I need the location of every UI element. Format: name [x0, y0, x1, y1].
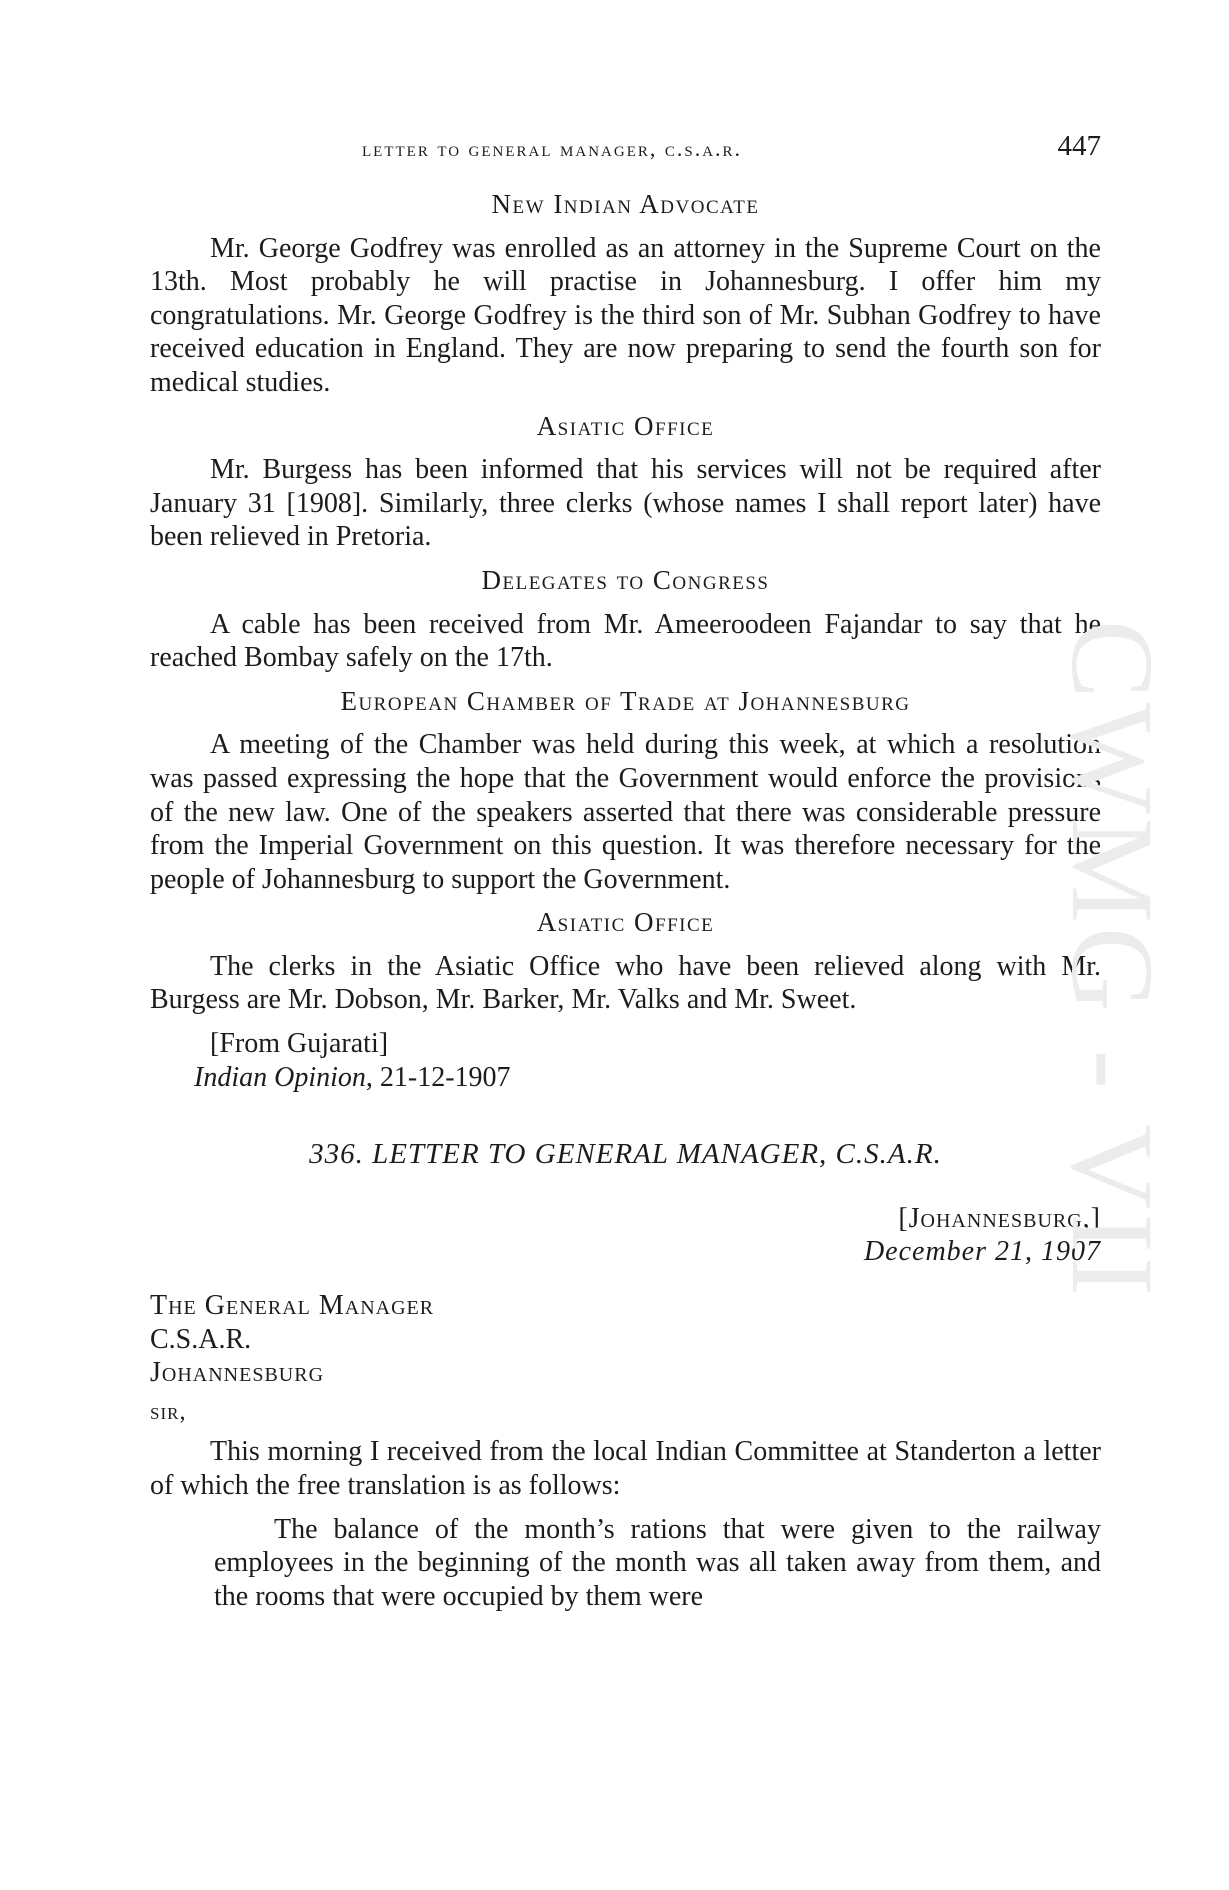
letter-title: 336. LETTER TO GENERAL MANAGER, C.S.A.R. [309, 1138, 942, 1171]
source-citation [150, 1061, 1101, 1095]
page-text [150, 188, 1101, 1613]
letter-body: This morning I received from the local Indian Committee at Standerton a letter of which the free translation is as follows: [150, 1436, 1101, 1501]
section-paragraph: The clerks in the Asiatic Office who have been relieved along with Mr. Burgess are Mr. Dobson, Mr. Barker, Mr. Valks and Mr. Sweet. [150, 950, 1101, 1016]
letter-place [150, 1202, 1101, 1236]
section-paragraph: Mr. George Godfrey was enrolled as an attorney in the Supreme Court on the 13th. Most probably he will practise in Johannesburg. I offer him my congratulations. Mr. George Godfrey is the third son of Mr. Subhan Godfrey to have received education in England. They are now preparing to send the fourth son for medical studies. [150, 232, 1101, 398]
section-paragraph: A meeting of the Chamber was held during this week, at which a resolution was passed expressing the hope that the Government would enforce the provisions of the new law. One of the speakers asserted that there was considerable pressure from the Imperial Government on this question. It was therefore necessary for the people of Johannesburg to support the Government. [150, 729, 1101, 895]
section-paragraph: Mr. Burgess has been informed that his services will not be required after January 31 [1908]. Similarly, three clerks (whose names I shall report later) have been relieved in Pretoria. [150, 454, 1101, 553]
source-date: , 21-12-1907 [365, 1061, 511, 1093]
running-head [150, 130, 1101, 170]
document-page [150, 0, 1101, 1890]
watermark-text: CWMG - VII [1047, 619, 1178, 1301]
letter-salutation: sir, [150, 1398, 187, 1425]
section-paragraph: A cable has been received from Mr. Ameeroodeen Fajandar to say that he reached Bombay safely on the 17th. [150, 608, 1101, 674]
letter-place-text: [Johannesburg,] [898, 1202, 1101, 1234]
section-heading: European Chamber of Trade at Johannesburg [340, 685, 911, 716]
address-line: C.S.A.R. [150, 1323, 252, 1355]
source-publication: Indian Opinion [194, 1061, 366, 1093]
page-number: 447 [1057, 130, 1101, 162]
source-note: [From Gujarati] [210, 1028, 389, 1060]
section-heading: Asiatic Office [536, 410, 715, 441]
running-head-title: letter to general manager, c.s.a.r. [362, 136, 743, 161]
letter-address [150, 1289, 1101, 1390]
letter-date [150, 1235, 1101, 1269]
section-heading: New Indian Advocate [491, 189, 760, 219]
letter-date-text: December 21, 1907 [863, 1236, 1101, 1268]
letter-quotation: The balance of the month’s rations that were given to the railway employees in the beginning of the month was all taken away from them, and the rooms that were occupied by them were [214, 1513, 1101, 1612]
address-line: The General Manager [150, 1290, 435, 1322]
section-heading: Delegates to Congress [481, 564, 770, 595]
section-heading: Asiatic Office [536, 907, 715, 938]
address-line: Johannesburg [150, 1357, 325, 1389]
